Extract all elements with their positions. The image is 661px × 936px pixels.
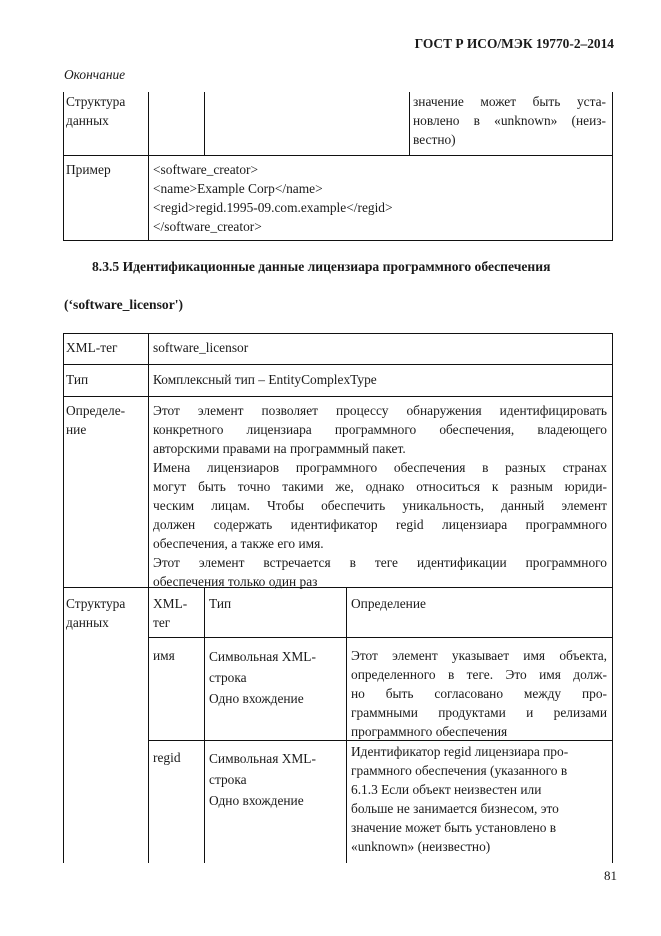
text-line: данных — [66, 113, 109, 128]
text-line: <name>Example Corp</name> — [153, 181, 323, 196]
definition-value — [153, 401, 607, 591]
text-line: XML- — [153, 596, 188, 611]
divider — [409, 92, 410, 155]
row-label-example — [66, 160, 146, 179]
text-line: 6.1.3 Если объект неизвестен или — [351, 782, 542, 797]
col-header-definition — [351, 594, 426, 613]
text-line: конкретного лицензиара программного обеспечения, владеющего — [153, 422, 607, 437]
text-line: значение может быть уста- — [413, 94, 606, 109]
text-line: данных — [66, 615, 109, 630]
xml-tag-value — [153, 338, 248, 357]
divider — [204, 587, 205, 863]
col-header-type — [209, 594, 231, 613]
divider — [63, 396, 613, 397]
text-line: граммного обеспечения (указанного в — [351, 763, 568, 778]
text-line: software_licensor — [153, 340, 249, 355]
text-line: Идентификатор regid лицензиара про- — [351, 744, 569, 759]
text-line: <software_creator> — [153, 162, 259, 177]
divider — [63, 333, 64, 863]
text-line: обеспечения только один раз — [153, 574, 318, 589]
divider — [148, 92, 149, 241]
text-line: строка — [209, 772, 247, 787]
example-value — [153, 160, 603, 236]
text-line: Этот элемент позволяет процессу обнаружения идентифицировать — [153, 403, 607, 418]
section-subheading: (‘software_licensor') — [64, 297, 184, 312]
row-label-structure — [66, 594, 125, 632]
name-definition — [351, 646, 607, 741]
row-label-xml-tag — [66, 338, 118, 357]
text-line: авторскими правами на программный пакет. — [153, 441, 406, 456]
divider — [63, 240, 613, 241]
text-line: Пример — [66, 162, 111, 177]
text-line: Одно вхождение — [209, 793, 304, 808]
text-line: Тип — [209, 596, 232, 611]
text-line: вестно) — [413, 132, 456, 147]
text-line: но быть согласовано между про- — [351, 686, 607, 701]
text-line: Имена лицензиаров программного обеспечения в разных странах — [153, 460, 607, 475]
text-line: Тип — [66, 372, 89, 387]
text-line: XML-тег — [66, 340, 118, 355]
row-label-definition — [66, 401, 146, 439]
structure-value — [413, 92, 606, 149]
text-line: обеспечения, а также его имя. — [153, 536, 324, 551]
name-type — [209, 646, 316, 709]
divider — [63, 155, 613, 156]
text-line: граммными продуктами и релизами — [351, 705, 607, 720]
text-line: Символьная XML- — [209, 751, 316, 766]
row-label-type — [66, 370, 88, 389]
text-line: Одно вхождение — [209, 691, 304, 706]
text-line: ческим лицам. Чтобы обеспечить уникальность, данный элемент — [153, 498, 607, 513]
divider — [204, 92, 205, 155]
continuation-label: Окончание — [64, 67, 126, 82]
text-line: имя — [153, 648, 175, 663]
text-line: Символьная XML- — [209, 649, 316, 664]
text-line: больше не занимается бизнесом, это — [351, 801, 559, 816]
text-line: определенного в теге. Это имя долж- — [351, 667, 607, 682]
text-line: <regid>regid.1995-09.com.example</regid> — [153, 200, 393, 215]
section-heading: 8.3.5 Идентификационные данные лицензиара программного обеспечения — [92, 259, 551, 274]
text-line: программного обеспечения — [351, 724, 508, 739]
text-line: тег — [153, 615, 171, 630]
document-header: ГОСТ Р ИСО/МЭК 19770-2–2014 — [414, 36, 614, 51]
text-line: новлено в «unknown» (неиз- — [413, 113, 606, 128]
text-line: значение может быть установлено в — [351, 820, 557, 835]
divider — [612, 333, 613, 863]
divider — [148, 637, 613, 638]
name-tag — [153, 646, 175, 665]
row-label-structure — [66, 92, 146, 130]
text-line: строка — [209, 670, 247, 685]
text-line: Этот элемент указывает имя объекта, — [351, 648, 607, 663]
regid-tag — [153, 748, 181, 767]
type-value — [153, 370, 377, 389]
text-line: могут быть точно такими же, однако относиться к разным юриди- — [153, 479, 607, 494]
divider — [63, 333, 613, 334]
text-line: ние — [66, 422, 87, 437]
text-line: «unknown» (неизвестно) — [351, 839, 491, 854]
regid-type — [209, 748, 316, 811]
text-line: Определение — [351, 596, 426, 611]
text-line: Определе- — [66, 403, 126, 418]
col-header-tag — [153, 594, 187, 632]
divider — [148, 333, 149, 863]
page-number: 81 — [604, 868, 617, 883]
text-line: regid — [153, 750, 181, 765]
divider — [63, 364, 613, 365]
text-line: должен содержать идентификатор regid лицензиара программного — [153, 517, 607, 532]
regid-definition — [351, 742, 607, 856]
text-line: Структура — [66, 94, 126, 109]
text-line: Этот элемент встречается в теге идентификации программного — [153, 555, 607, 570]
divider — [612, 92, 613, 241]
text-line: Комплексный тип – EntityComplexType — [153, 372, 377, 387]
text-line: Структура — [66, 596, 126, 611]
divider — [63, 92, 64, 241]
text-line: </software_creator> — [153, 219, 262, 234]
divider — [346, 587, 347, 863]
